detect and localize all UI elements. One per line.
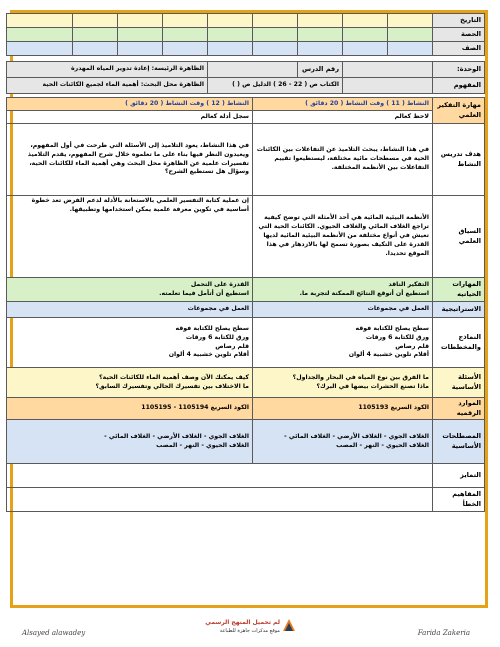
diff-row (7, 464, 485, 488)
period-cell[interactable] (388, 28, 433, 42)
date-label: التاريخ (433, 14, 485, 28)
lifeskills-row (7, 278, 485, 302)
question-item: ما الاختلاف بين تفسيرك الحالي وتفسيرك السابق؟ (95, 382, 249, 390)
activity-skill-row (7, 111, 485, 124)
logo-icon (282, 618, 296, 632)
skills-label: مهارة التفكير العلمي (433, 98, 485, 124)
date-cell[interactable] (253, 14, 298, 28)
footer (0, 612, 500, 647)
goal-row (7, 124, 485, 196)
models-activity-11 (253, 318, 433, 368)
date-cell[interactable] (163, 14, 208, 28)
date-row (7, 14, 485, 28)
date-cell[interactable] (118, 14, 163, 28)
concept-label: المفهوم (433, 78, 485, 94)
activity-11-title: النشاط ( 11 ) وقت النشاط ( 20 دقائق ) (253, 98, 433, 111)
goal-activity-12: في هذا النشاط، يعود التلاميذ إلى الأسئلة التي طرحت في أول المفهوم، ويعيدون النظر فيها بناء على ما تعلموه خلال شرح المفهوم، يقدم التلاميذ تفسيرات علمية عن الظاهرة محل البحث وهي أهمية الماء للكائنات الحية، وسؤال هل تستطيع الشرح؟ (7, 124, 253, 196)
misc-label: المفاهيم الخطأ (433, 488, 485, 512)
models-11-item: قلم رصاص (395, 342, 429, 350)
period-cell[interactable] (208, 28, 253, 42)
site-logo[interactable] (205, 616, 298, 642)
date-cell[interactable] (208, 14, 253, 28)
logo-line1: لم تحميل المنهج الرسمي (205, 619, 280, 626)
models-12-item: ورق للكتابة 6 ورقات (185, 333, 249, 341)
terms-activity-12 (7, 420, 253, 464)
models-12-item: سطح يصلح للكتابة فوقه (175, 324, 249, 332)
period-cell[interactable] (73, 28, 118, 42)
class-cell[interactable] (73, 42, 118, 56)
period-cell[interactable] (118, 28, 163, 42)
right-signature: Farida Zakeria (417, 629, 470, 637)
question-item: ما الفرق بين نوع المياه في البحار والجداول؟ (292, 373, 429, 381)
date-cell[interactable] (343, 14, 388, 28)
questions-activity-12 (7, 368, 253, 398)
goal-activity-11: في هذا النشاط، يبحث التلاميذ عن التفاعلات بين الكائنات الحية في مسطحات مائية مختلفة، ليستطيعوا تقييم التفاعلات بين الأنظمة المختلفة. (253, 124, 433, 196)
main-phenomenon: الظاهرة الرئيسة: إعادة تدوير المياه المهدرة (7, 62, 208, 78)
digital-activity-12[interactable]: الكود السريع 1105194 - 1105195 (7, 398, 253, 420)
class-cell[interactable] (343, 42, 388, 56)
questions-activity-11 (253, 368, 433, 398)
concept-value[interactable] (343, 78, 433, 94)
lifeskills-label: المهارات الحياتيه (433, 278, 485, 302)
class-cell[interactable] (253, 42, 298, 56)
terms-line: الغلاف الجوي - الغلاف الأرضي - الغلاف المائي - (284, 432, 429, 440)
digital-row (7, 398, 485, 420)
diff-value[interactable] (7, 464, 433, 488)
question-item: ماذا تصنع الحشرات بيضها في البرك؟ (316, 382, 429, 390)
logo-line2: موقع مذكرات جاهزة للطباعة (219, 628, 280, 634)
lifeskills-activity-11 (253, 278, 433, 302)
models-11-item: ورق للكتابة 6 ورقات (365, 333, 429, 341)
class-cell[interactable] (163, 42, 208, 56)
class-label: الصف (433, 42, 485, 56)
lifeskills-11-text: استطيع أن أتوقع النتائج الممكنة لتجربة ما. (299, 289, 429, 297)
models-row (7, 318, 485, 368)
strategy-activity-12: العمل في مجموعات (7, 302, 253, 318)
goal-label: هدف تدريس النشاط (433, 124, 485, 196)
lesson-plan-table (6, 13, 485, 512)
lifeskills-activity-12 (7, 278, 253, 302)
questions-row (7, 368, 485, 398)
diff-label: التمايز (433, 464, 485, 488)
context-activity-11: الأنظمة البيئية المائية هي أحد الأمثلة التي توضح كيفية تراجع الغلاف المائي والغلاف الحيوي. الكائنات الحية التي تعيش في أنواع مختلفة من الأنظمة البيئية المائية لديها القدرة على التكيف بصورة تسمح لها بالازدهار في هذا الموقع تحديدا. (253, 196, 433, 278)
models-label: النماذج والمخططات (433, 318, 485, 368)
period-cell[interactable] (298, 28, 343, 42)
models-12-item: قلم رصاص (215, 342, 249, 350)
strategy-row (7, 302, 485, 318)
activity-12-skill: سجل أدلة كعالم (7, 111, 253, 124)
digital-label: الموارد الرقميه (433, 398, 485, 420)
date-cell[interactable] (298, 14, 343, 28)
class-cell[interactable] (118, 42, 163, 56)
digital-activity-11[interactable]: الكود السريع 1105193 (253, 398, 433, 420)
strategy-label: الاستراتيجية (433, 302, 485, 318)
unit-row (7, 62, 485, 78)
period-row (7, 28, 485, 42)
unit-label: الوحدة: (433, 62, 485, 78)
misc-value[interactable] (7, 488, 433, 512)
class-cell[interactable] (7, 42, 73, 56)
context-activity-12: إن عملية كتابة التفسير العلمي بالاستعانة بالأدلة لدعم الفرض تعد خطوة أساسية في تكوين معرفة علمية يمكن استخدامها وتطبيقها. (7, 196, 253, 278)
terms-label: المصطلحات الأساسية (433, 420, 485, 464)
lifeskills-12-title: القدرة على التحمل (190, 280, 249, 288)
unit-value[interactable] (343, 62, 433, 78)
lifeskills-12-text: استطيع أن أتأمل فيما تعلمته. (159, 289, 249, 297)
terms-row (7, 420, 485, 464)
class-row (7, 42, 485, 56)
left-signature: Alsayed alawadey (22, 629, 86, 637)
models-11-item: أقلام تلوين خشبية 4 ألوان (348, 351, 429, 359)
book-reference: الكتاب ص ( 22 - 26 ) الدليل ص ( ) (208, 78, 343, 94)
context-row (7, 196, 485, 278)
lifeskills-11-title: التفكير الناقد (388, 280, 429, 288)
terms-line: الغلاف الحيوي - النهر - المصب (336, 441, 429, 449)
terms-line: الغلاف الجوي - الغلاف الأرضي - الغلاف المائي - (104, 432, 249, 440)
activity-11-skill: لاحظ كعالم (253, 111, 433, 124)
date-cell[interactable] (73, 14, 118, 28)
date-cell[interactable] (388, 14, 433, 28)
concept-row (7, 78, 485, 94)
terms-line: الغلاف الحيوي - النهر - المصب (156, 441, 249, 449)
terms-activity-11 (253, 420, 433, 464)
activity-title-row (7, 98, 485, 111)
activity-12-title: النشاط ( 12 ) وقت النشاط ( 20 دقائق ) (7, 98, 253, 111)
class-cell[interactable] (208, 42, 253, 56)
period-cell[interactable] (253, 28, 298, 42)
date-cell[interactable] (7, 14, 73, 28)
studied-phenomenon: الظاهرة محل البحث: أهمية الماء لجميع الكائنات الحية (7, 78, 208, 94)
models-11-item: سطح يصلح للكتابة فوقه (355, 324, 429, 332)
lesson-no-value[interactable] (208, 62, 298, 78)
strategy-activity-11: العمل في مجموعات (253, 302, 433, 318)
models-12-item: أقلام تلوين خشبية 4 ألوان (168, 351, 249, 359)
models-activity-12 (7, 318, 253, 368)
lesson-plan-frame (10, 10, 488, 608)
class-cell[interactable] (298, 42, 343, 56)
class-cell[interactable] (388, 42, 433, 56)
period-cell[interactable] (7, 28, 73, 42)
period-cell[interactable] (163, 28, 208, 42)
period-label: الحصة (433, 28, 485, 42)
question-item: كيف يمكنك الآن وصف أهمية الماء للكائنات الحية؟ (99, 373, 249, 381)
questions-label: الأسئلة الأساسية (433, 368, 485, 398)
context-label: السياق العلمي (433, 196, 485, 278)
period-cell[interactable] (343, 28, 388, 42)
lesson-no-label: رقم الدرس (298, 62, 343, 78)
misc-row (7, 488, 485, 512)
